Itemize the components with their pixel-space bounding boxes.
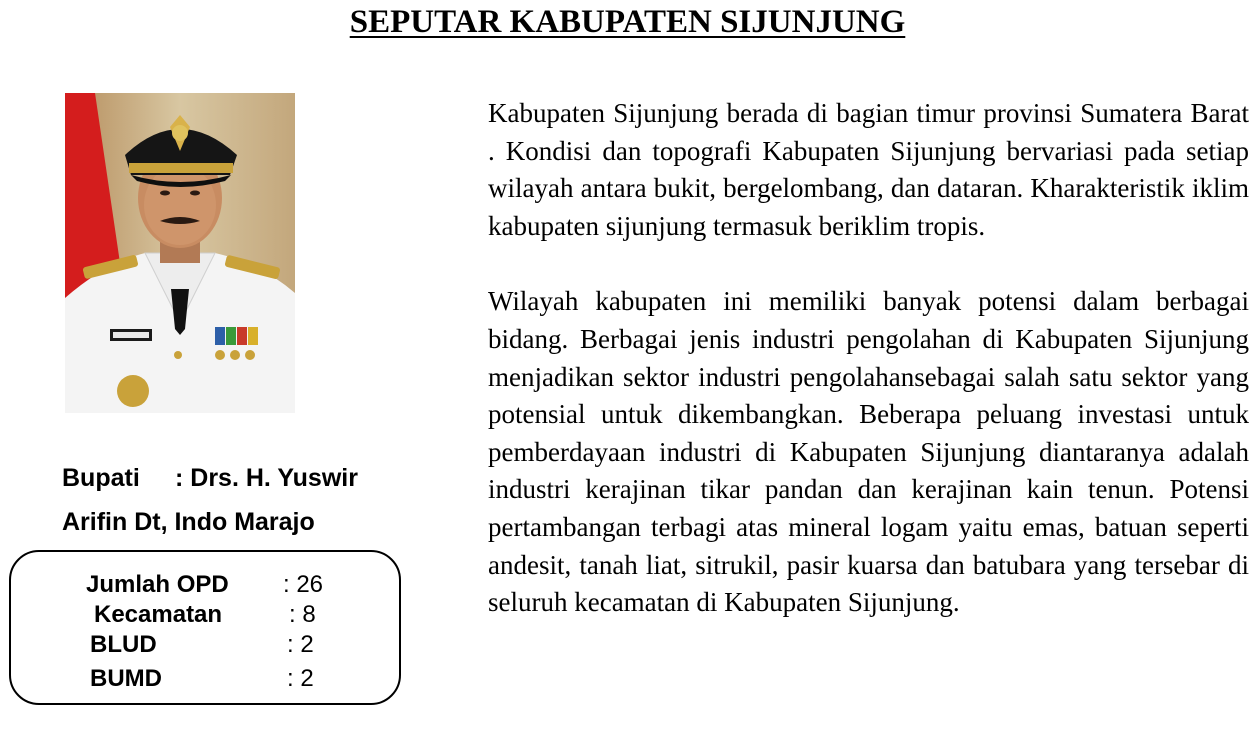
- stat-value: : 2: [287, 631, 314, 658]
- page-title: [0, 2, 1255, 42]
- stat-value: : 26: [283, 571, 324, 598]
- page-title-text: SEPUTAR KABUPATEN SIJUNJUNG: [349, 4, 906, 40]
- bupati-name-line2: Arifin Dt, Indo Marajo: [62, 508, 315, 536]
- bupati-line-1: [62, 456, 392, 500]
- stat-label: Kecamatan: [94, 601, 223, 628]
- stat-value: : 2: [287, 665, 314, 692]
- stat-row-bumd: [11, 664, 399, 694]
- description-text: [488, 95, 1249, 622]
- paragraph-potential: Wilayah kabupaten ini memiliki banyak potensi dalam berbagai bidang. Berbagai jenis industri pengolahan di Kabupaten Sijunjung menjadikan sektor industri pengolahansebagai salah satu sektor yang potensial untuk dikembangkan. Beberapa peluang investasi untuk pemberdayaan industri di Kabupaten Sijunjung diantaranya adalah industri kerajinan tikar pandan dan kerajinan kain tenun. Potensi pertambangan terbagi atas mineral logam yaitu emas, batuan seperti andesit, tanah liat, sitrukil, pasir kuarsa dan batubara yang tersebar di seluruh kecamatan di Kabupaten Sijunjung.: [488, 286, 1249, 618]
- stat-label: Jumlah OPD: [86, 571, 229, 598]
- bupati-label: Bupati: [62, 464, 140, 492]
- stat-row-jumlah-opd: [11, 570, 399, 600]
- stats-box: [9, 550, 401, 705]
- paragraph-geography: Kabupaten Sijunjung berada di bagian timur provinsi Sumatera Barat . Kondisi dan topografi Kabupaten Sijunjung bervariasi pada setiap wilayah antara bukit, bergelombang, dan dataran. Kharakteristik iklim kabupaten sijunjung termasuk beriklim tropis.: [488, 98, 1249, 241]
- stat-row-kecamatan: [11, 600, 399, 630]
- portrait-illustration: [65, 93, 295, 413]
- stat-label: BLUD: [90, 631, 157, 658]
- stat-value: : 8: [289, 601, 316, 628]
- bupati-caption: [62, 456, 392, 544]
- stat-label: BUMD: [90, 665, 162, 692]
- bupati-name-line1: : Drs. H. Yuswir: [175, 464, 358, 492]
- bupati-portrait-photo: [65, 93, 295, 413]
- stat-row-blud: [11, 630, 399, 660]
